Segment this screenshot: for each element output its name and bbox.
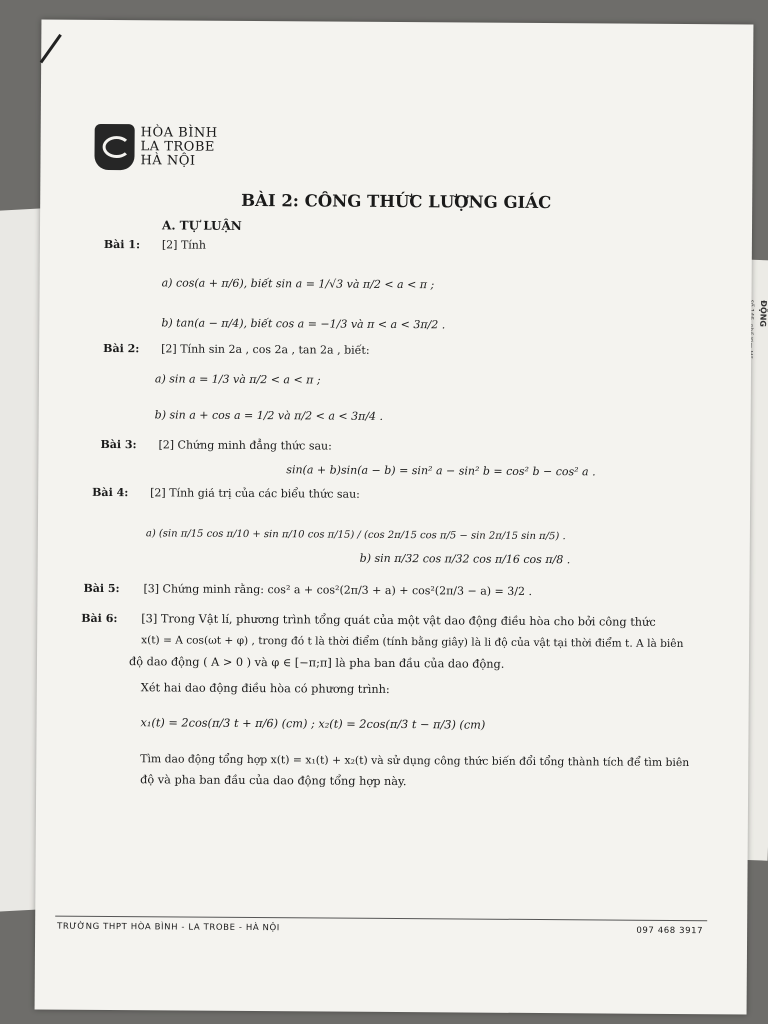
exercise-prompt: [3] Chứng minh rằng: cos² a + cos²(2π/3 + a) + cos²(2π/3 − a) = 3/2 . <box>143 582 533 598</box>
exercise-item: b) tan(a − π/4), biết cos a = −1/3 và π < a < 3π/2 . <box>161 316 446 332</box>
school-logo <box>94 124 217 171</box>
footer-school: TRƯỜNG THPT HÒA BÌNH - LA TROBE - HÀ NỘI <box>57 921 280 934</box>
exercise-label: Bài 3: <box>100 437 137 452</box>
exercise-label: Bài 2: <box>103 341 140 356</box>
exercise-label: Bài 6: <box>81 611 118 626</box>
worksheet-page <box>35 20 754 1015</box>
exercise-item: b) sin a + cos a = 1/2 và π/2 < a < 3π/4 . <box>154 408 384 423</box>
exercise-prompt: [2] Tính <box>161 238 207 252</box>
page-title: BÀI 2: CÔNG THỨC LƯỢNG GIÁC <box>241 190 552 213</box>
exercise-item: b) sin π/32 cos π/32 cos π/16 cos π/8 . <box>359 551 571 567</box>
exercise-label: Bài 5: <box>83 581 120 596</box>
underlying-vertical-text: ĐỘNG <box>758 300 768 328</box>
exercise-item: sin(a + b)sin(a − b) = sin² a − sin² b = cos² b − cos² a . <box>286 463 596 479</box>
exercise-prompt: [2] Chứng minh đẳng thức sau: <box>158 438 332 453</box>
exercise-item: a) cos(a + π/6), biết sin a = 1/√3 và π/2 < a < π ; <box>161 276 435 292</box>
pen-mark <box>40 34 62 63</box>
section-heading: A. TỰ LUẬN <box>161 218 242 233</box>
exercise-label: Bài 1: <box>103 237 141 252</box>
footer-divider <box>55 916 707 922</box>
school-name: HÒA BÌNH LA TROBE HÀ NỘI <box>140 125 218 169</box>
exercise-label: Bài 4: <box>92 485 129 500</box>
school-crest-icon <box>94 124 134 170</box>
exercise-prompt: [2] Tính giá trị của các biểu thức sau: <box>150 486 360 501</box>
exercise-prompt: [2] Tính sin 2a , cos 2a , tan 2a , biết: <box>161 342 370 357</box>
exercise-body: [3] Trong Vật lí, phương trình tổng quát của một vật dao động điều hòa cho bởi công thức x(t) = A cos(ωt + φ) , trong đó t là thời điểm (tính bằng giây) là li độ của vật tại thời điểm t. A là biên độ dao động ( A > 0 ) và φ ∈ [−π;π] là pha ban đầu của dao động. Xét hai dao động điều hòa có phương trình: x₁(t) = 2cos(π/3 t + π/6) (cm) ; x₂(t) = 2cos(π/3 t − π/3) (cm) Tìm dao động tổng hợp x(t) = x₁(t) + x₂(t) và sử dụng công thức biến đổi tổng thành tích để tìm biên độ và pha ban đầu của dao động tổng hợp này. <box>128 612 690 789</box>
exercise-item: a) sin a = 1/3 và π/2 < a < π ; <box>154 372 321 387</box>
footer-phone: 097 468 3917 <box>636 925 704 937</box>
exercise-item: a) (sin π/15 cos π/10 + sin π/10 cos π/15) / (cos 2π/15 cos π/5 − sin 2π/15 sin π/5) . <box>145 528 566 543</box>
